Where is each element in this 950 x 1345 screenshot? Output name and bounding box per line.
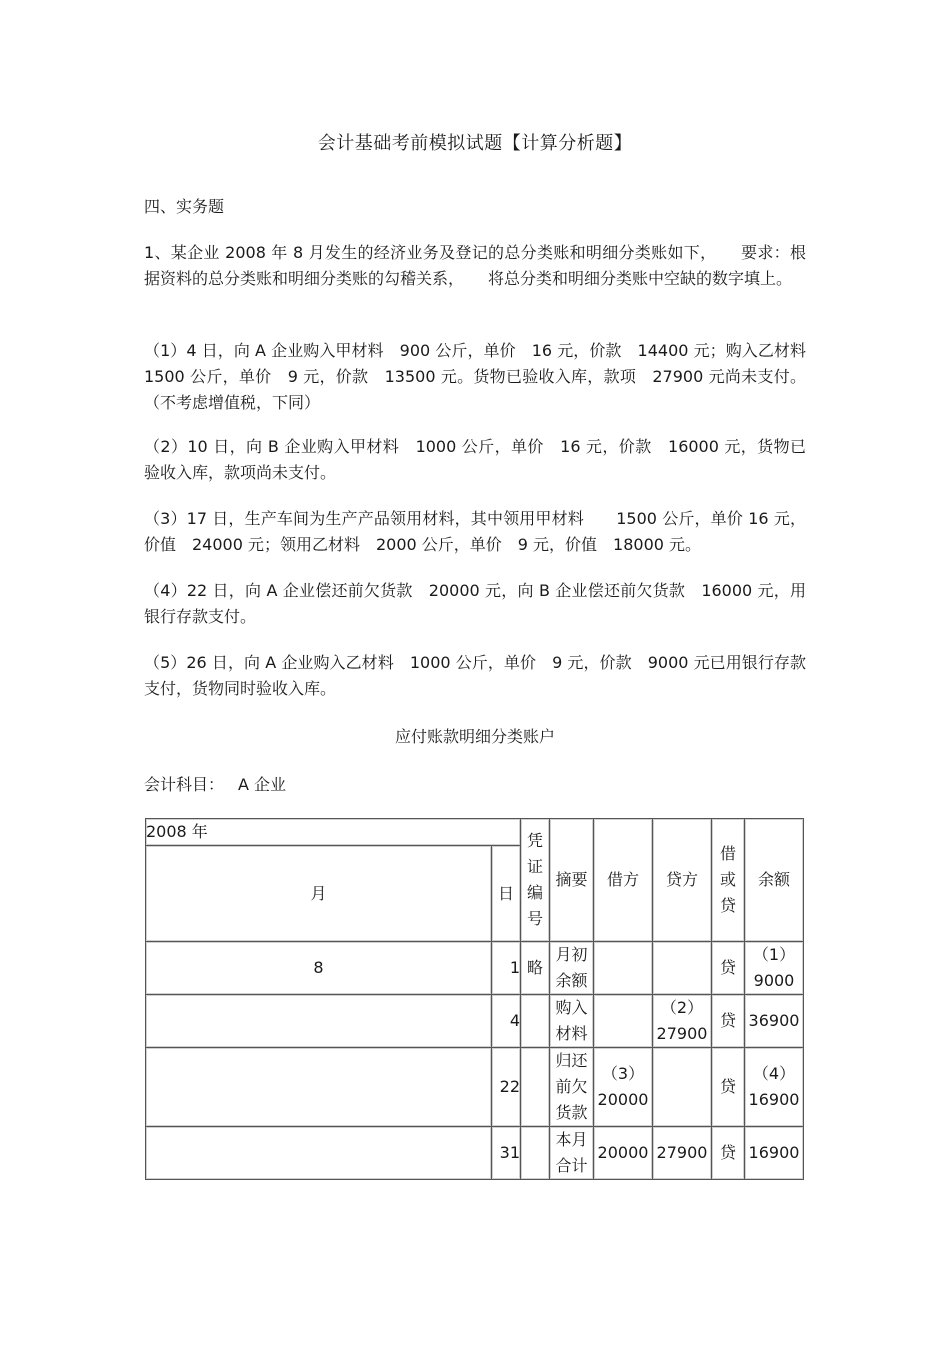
debit-cell: 20000 bbox=[594, 1127, 653, 1180]
day-cell: 22 bbox=[492, 1048, 521, 1127]
transaction-2: （2）10 日，向 B 企业购入甲材料 1000 公斤，单价 16 元，价款 16000 元，货物已验收入库，款项尚未支付。 bbox=[144, 437, 806, 482]
ledger-caption: 应付账款明细分类账户 bbox=[394, 727, 555, 746]
account-label: 会计科目： bbox=[144, 775, 225, 794]
transaction-3: （3）17 日，生产车间为生产产品领用材料，其中领用甲材料 1500 公斤，单价 16 元，价值 24000 元；领用乙材料 2000 公斤，单价 9 元，价值 18000 元。 bbox=[144, 509, 806, 554]
debit-cell bbox=[594, 995, 653, 1048]
month-cell bbox=[146, 1127, 492, 1180]
debit-header: 借方 bbox=[594, 819, 653, 942]
summary-cell: 月初 余额 bbox=[550, 942, 594, 995]
document-title: 会计基础考前模拟试题【计算分析题】 bbox=[317, 133, 633, 154]
debit-cell bbox=[594, 942, 653, 995]
section-heading: 四、实务题 bbox=[144, 197, 225, 216]
account-subject bbox=[144, 772, 300, 795]
day-header: 日 bbox=[492, 846, 521, 942]
voucher-cell bbox=[521, 1127, 550, 1180]
summary-cell: 本月 合计 bbox=[550, 1127, 594, 1180]
balance-cell: 16900 bbox=[745, 1127, 804, 1180]
balance-header: 余额 bbox=[745, 819, 804, 942]
transaction-5: （5）26 日，向 A 企业购入乙材料 1000 公斤，单价 9 元，价款 9000 元已用银行存款支付，货物同时验收入库。 bbox=[144, 653, 806, 698]
transaction-4: （4）22 日，向 A 企业偿还前欠货款 20000 元，向 B 企业偿还前欠货款 16000 元，用银行存款支付。 bbox=[144, 581, 806, 626]
credit-cell bbox=[653, 1048, 712, 1127]
account-value: A 企业 bbox=[238, 775, 287, 794]
year-header: 2008 年 bbox=[146, 819, 521, 846]
voucher-cell: 略 bbox=[521, 942, 550, 995]
direction-cell: 贷 bbox=[712, 942, 745, 995]
balance-cell: 36900 bbox=[745, 995, 804, 1048]
direction-cell: 贷 bbox=[712, 1048, 745, 1127]
transaction-1: （1）4 日，向 A 企业购入甲材料 900 公斤，单价 16 元，价款 14400 元；购入乙材料 1500 公斤，单价 9 元，价款 13500 元。货物已验收入库，款项 27900 元尚未支付。（不考虑增值税，下同） bbox=[144, 341, 806, 412]
summary-header: 摘要 bbox=[550, 819, 594, 942]
voucher-cell bbox=[521, 995, 550, 1048]
ledger-header-row bbox=[146, 819, 804, 846]
table-row bbox=[146, 995, 804, 1048]
month-cell: 8 bbox=[146, 942, 492, 995]
direction-cell: 贷 bbox=[712, 995, 745, 1048]
balance-cell: （1） 9000 bbox=[745, 942, 804, 995]
day-cell: 31 bbox=[492, 1127, 521, 1180]
problem-statement: 1、某企业 2008 年 8 月发生的经济业务及登记的总分类账和明细分类账如下， 要求：根据资料的总分类账和明细分类账的勾稽关系， 将总分类和明细分类账中空缺的数字填上。 bbox=[144, 243, 806, 288]
month-header: 月 bbox=[146, 846, 492, 942]
summary-cell: 归还 前欠 货款 bbox=[550, 1048, 594, 1127]
balance-cell: （4） 16900 bbox=[745, 1048, 804, 1127]
month-cell bbox=[146, 995, 492, 1048]
month-cell bbox=[146, 1048, 492, 1127]
voucher-header: 凭 证 编 号 bbox=[521, 819, 550, 942]
direction-header: 借 或 贷 bbox=[712, 819, 745, 942]
day-cell: 1 bbox=[492, 942, 521, 995]
table-row bbox=[146, 942, 804, 995]
summary-cell: 购入 材料 bbox=[550, 995, 594, 1048]
credit-cell: （2） 27900 bbox=[653, 995, 712, 1048]
credit-header: 贷方 bbox=[653, 819, 712, 942]
ledger-table bbox=[145, 818, 804, 1180]
day-cell: 4 bbox=[492, 995, 521, 1048]
credit-cell: 27900 bbox=[653, 1127, 712, 1180]
debit-cell: （3） 20000 bbox=[594, 1048, 653, 1127]
direction-cell: 贷 bbox=[712, 1127, 745, 1180]
credit-cell bbox=[653, 942, 712, 995]
table-row bbox=[146, 1127, 804, 1180]
voucher-cell bbox=[521, 1048, 550, 1127]
table-row bbox=[146, 1048, 804, 1127]
